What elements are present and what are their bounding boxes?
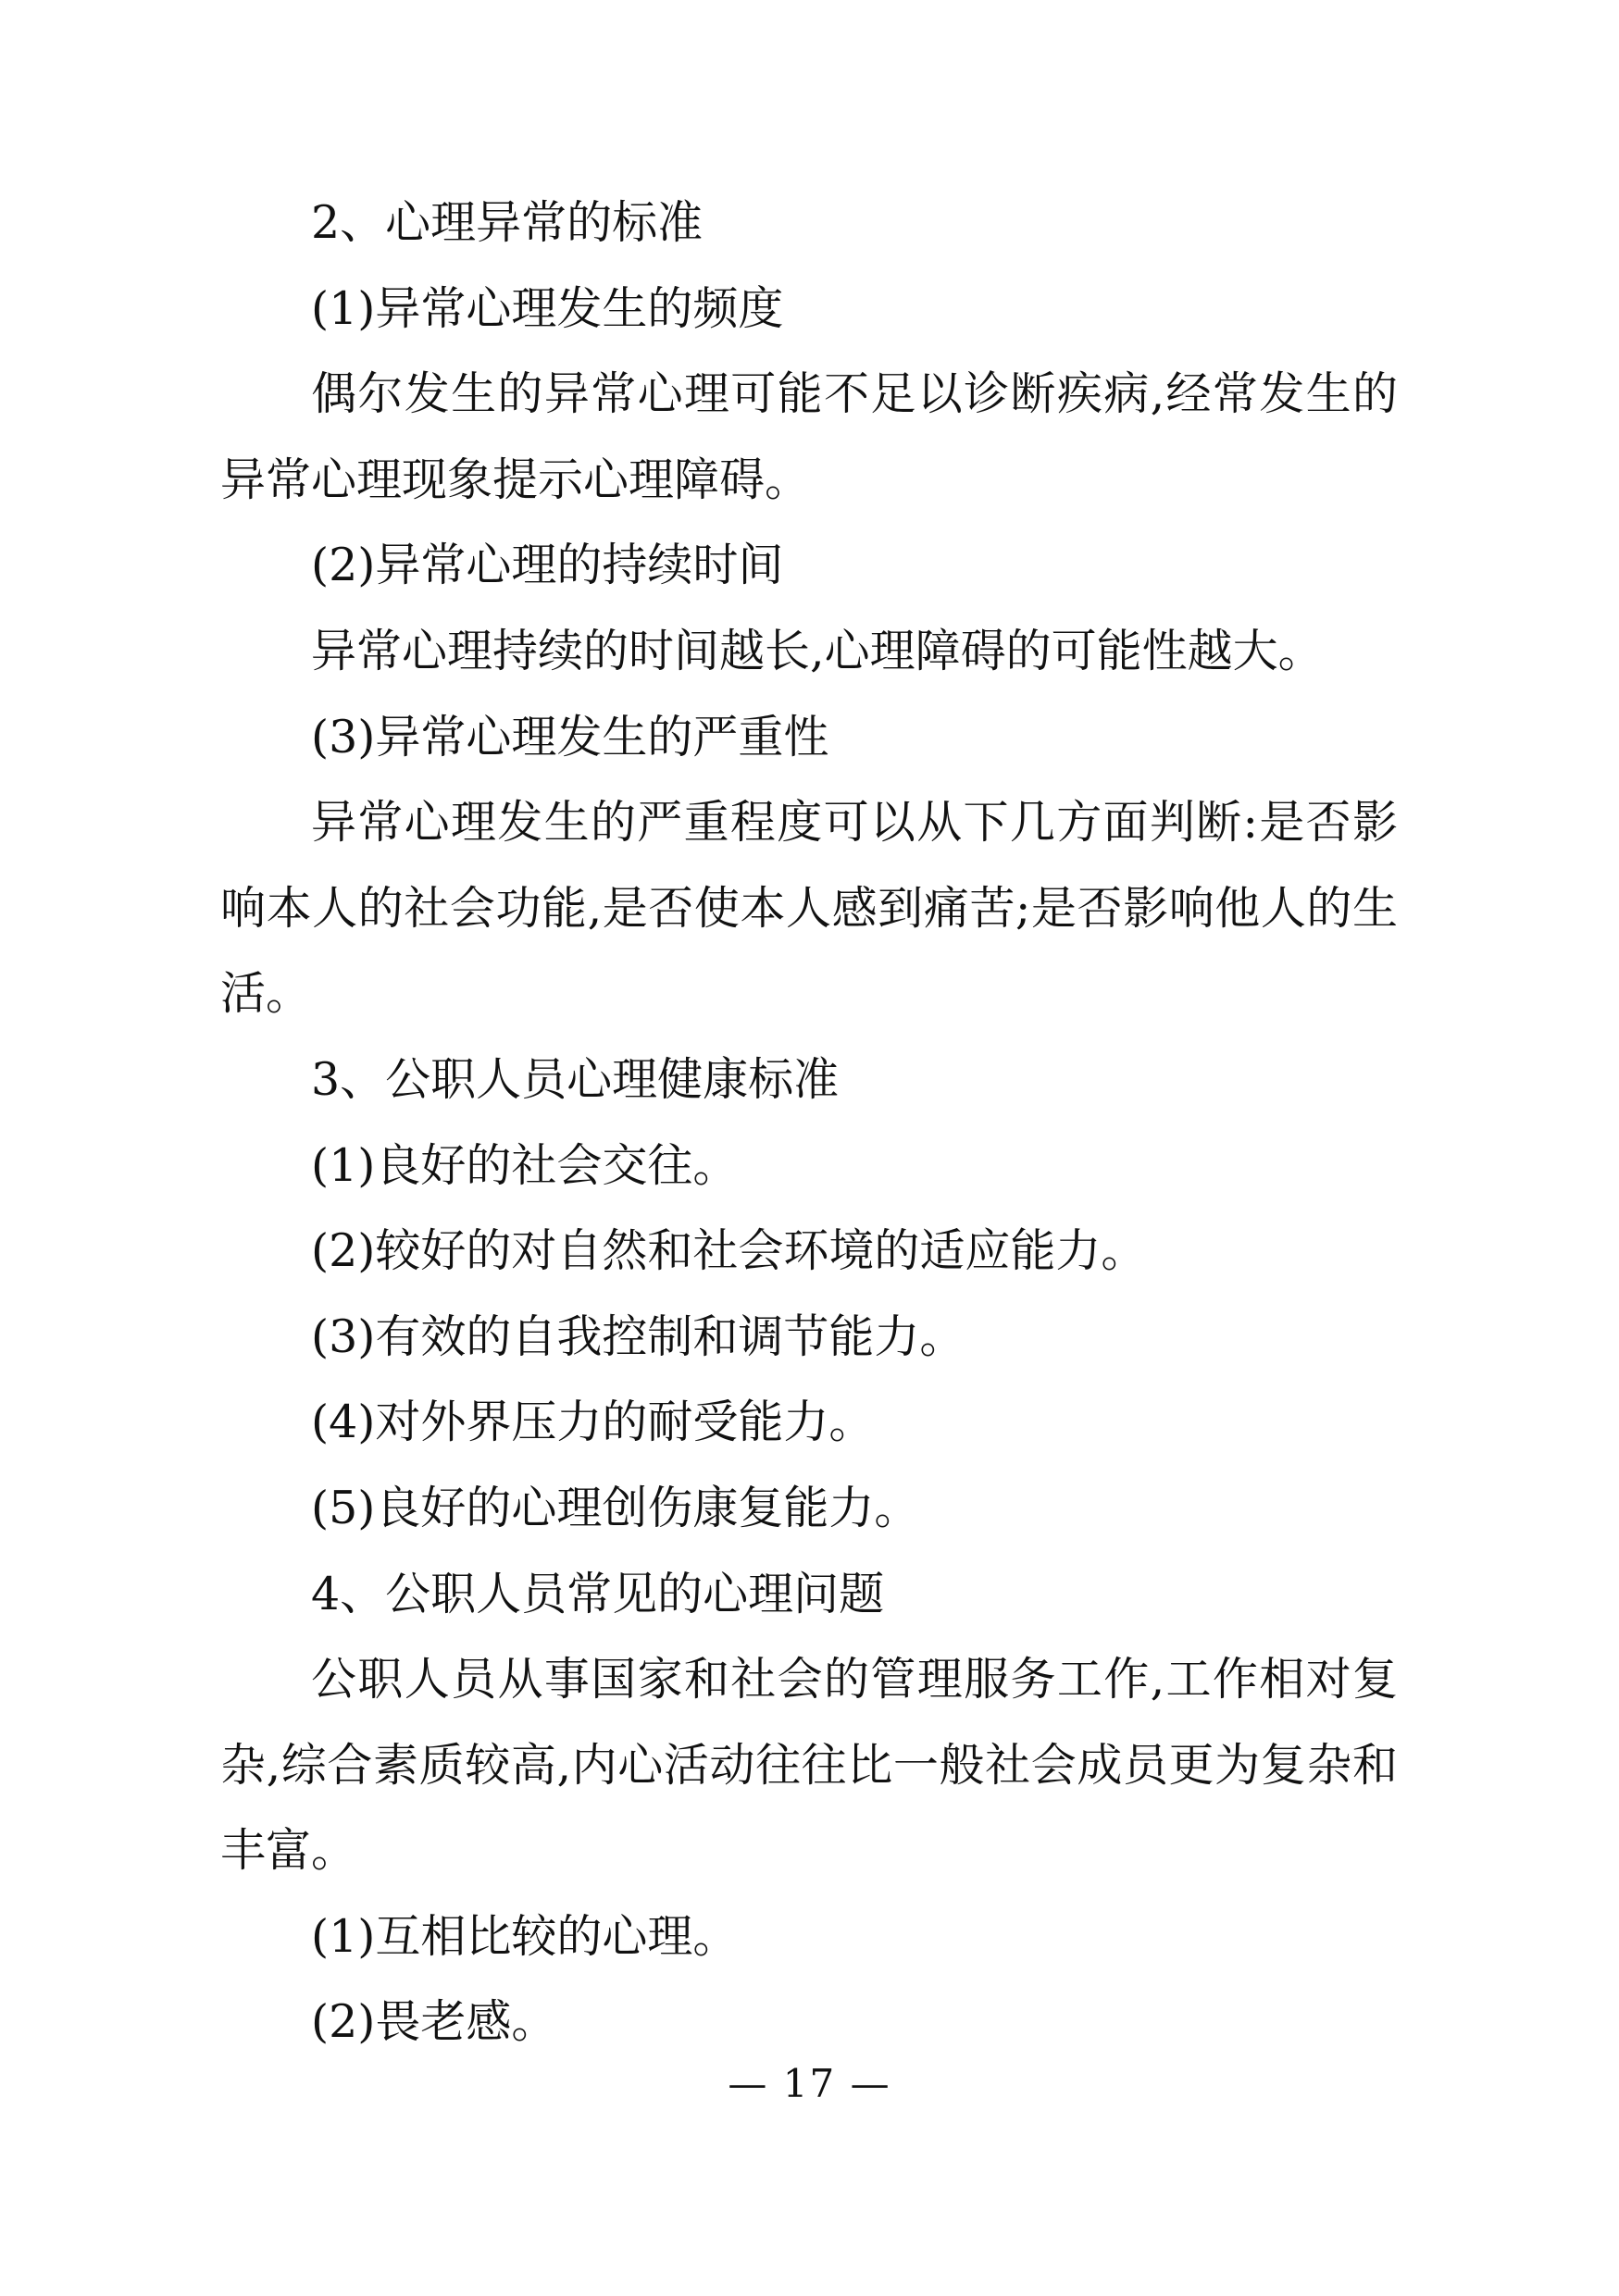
list-item: (5)良好的心理创伤康复能力。	[311, 1481, 920, 1534]
list-item: (1)互相比较的心理。	[311, 1909, 739, 1963]
paragraph-duration: 异常心理持续的时间越长,心理障碍的可能性越大。	[311, 624, 1324, 677]
subheading-severity: (3)异常心理发生的严重性	[311, 710, 829, 763]
list-item: (3)有效的自我控制和调节能力。	[311, 1309, 965, 1363]
paragraph-common-problems: 公职人员从事国家和社会的管理服务工作,工作相对复杂,综合素质较高,内心活动往往比一般社会成员更为复杂和丰富。	[220, 1653, 1398, 1878]
list-item: (4)对外界压力的耐受能力。	[311, 1396, 875, 1449]
section-heading-4: 4、公职人员常见的心理问题	[311, 1567, 885, 1620]
list-item: (1)良好的社会交往。	[311, 1138, 739, 1192]
list-item: (2)较好的对自然和社会环境的适应能力。	[311, 1224, 1147, 1278]
section-heading-2: 2、心理异常的标准	[311, 196, 704, 249]
section-heading-3: 3、公职人员心理健康标准	[311, 1052, 840, 1106]
subheading-frequency: (1)异常心理发生的频度	[311, 281, 784, 335]
subheading-duration: (2)异常心理的持续时间	[311, 539, 784, 592]
page-number: — 17 —	[728, 2061, 891, 2106]
paragraph-severity: 异常心理发生的严重程度可以从下几方面判断:是否影响本人的社会功能,是否使本人感到痛苦;是否影响他人的生活。	[220, 796, 1398, 1021]
paragraph-frequency: 偶尔发生的异常心理可能不足以诊断疾病,经常发生的异常心理现象提示心理障碍。	[220, 367, 1398, 506]
list-item: (2)畏老感。	[311, 1995, 557, 2049]
document-body	[220, 180, 1398, 2066]
